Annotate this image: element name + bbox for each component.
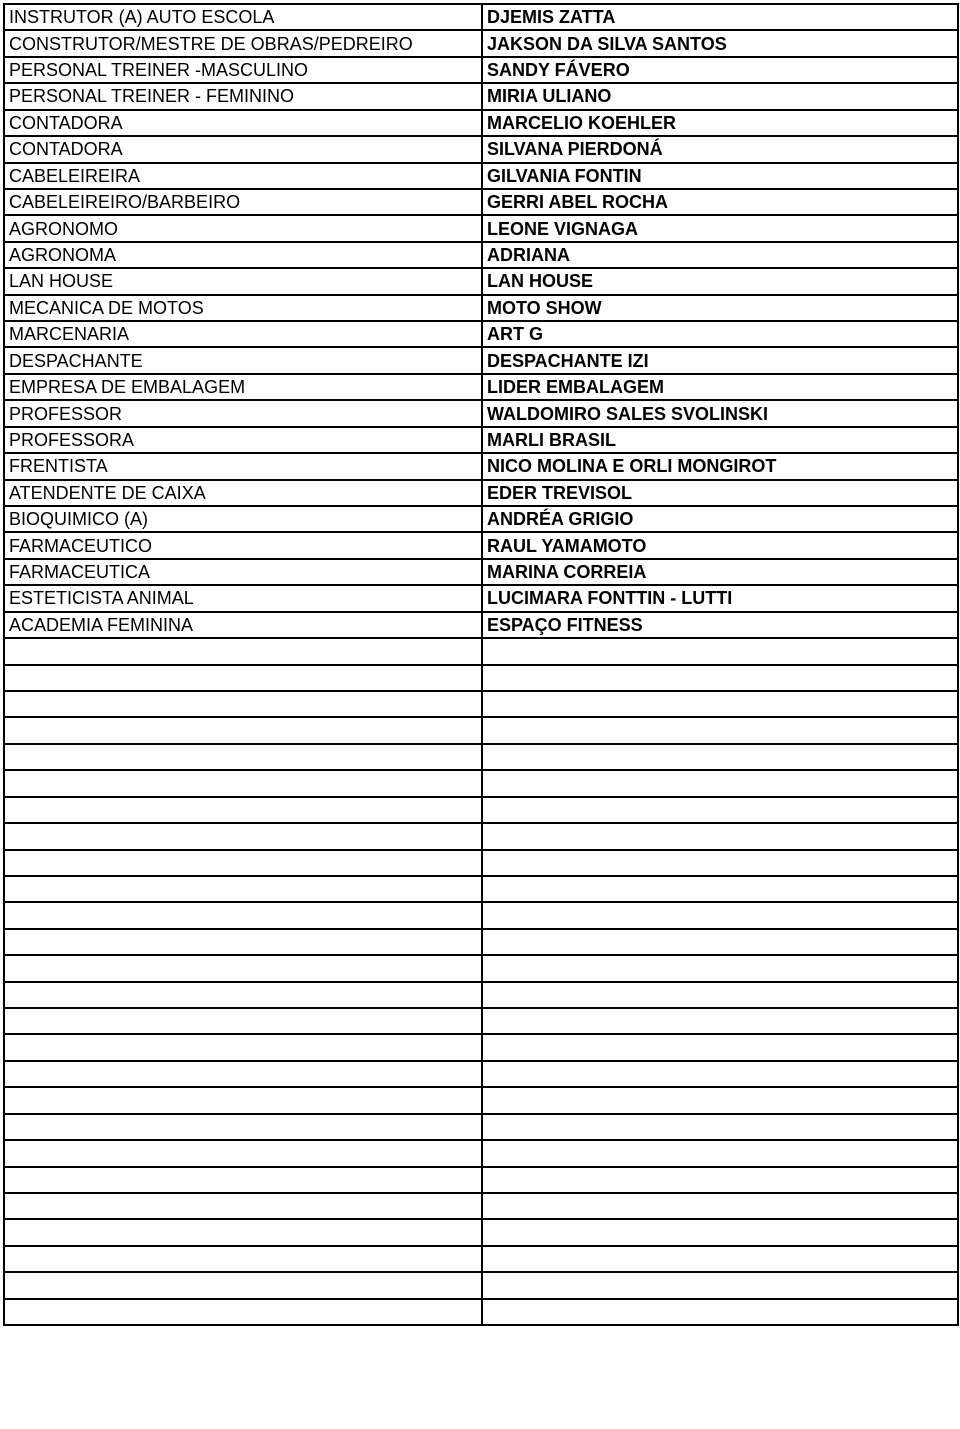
name-cell: WALDOMIRO SALES SVOLINSKI	[482, 400, 958, 426]
name-cell	[482, 1140, 958, 1166]
profession-cell: FARMACEUTICA	[4, 559, 482, 585]
name-cell: ADRIANA	[482, 242, 958, 268]
table-row	[4, 215, 958, 241]
name-cell: ESPAÇO FITNESS	[482, 612, 958, 638]
table-row	[4, 400, 958, 426]
profession-cell: MARCENARIA	[4, 321, 482, 347]
table-row	[4, 1008, 958, 1034]
name-cell: LEONE VIGNAGA	[482, 215, 958, 241]
name-cell	[482, 823, 958, 849]
table-row	[4, 638, 958, 664]
name-cell	[482, 797, 958, 823]
name-cell: SILVANA PIERDONÁ	[482, 136, 958, 162]
profession-cell: LAN HOUSE	[4, 268, 482, 294]
profession-name-table	[3, 3, 959, 1326]
table-row	[4, 4, 958, 30]
table-row	[4, 850, 958, 876]
table-row	[4, 770, 958, 796]
profession-cell: ATENDENTE DE CAIXA	[4, 480, 482, 506]
name-cell: ART G	[482, 321, 958, 347]
profession-cell	[4, 982, 482, 1008]
table-row	[4, 902, 958, 928]
table-row	[4, 665, 958, 691]
table-row	[4, 929, 958, 955]
table-row	[4, 189, 958, 215]
table-row	[4, 691, 958, 717]
profession-cell	[4, 1140, 482, 1166]
profession-cell	[4, 1246, 482, 1272]
profession-cell	[4, 1008, 482, 1034]
name-cell: GERRI ABEL ROCHA	[482, 189, 958, 215]
profession-cell	[4, 717, 482, 743]
name-cell	[482, 770, 958, 796]
table-row	[4, 1193, 958, 1219]
name-cell	[482, 638, 958, 664]
profession-cell	[4, 1219, 482, 1245]
profession-cell: PROFESSORA	[4, 427, 482, 453]
name-cell	[482, 1061, 958, 1087]
profession-cell	[4, 665, 482, 691]
name-cell	[482, 929, 958, 955]
name-cell	[482, 1246, 958, 1272]
table-row	[4, 30, 958, 56]
name-cell: GILVANIA FONTIN	[482, 163, 958, 189]
name-cell: ANDRÉA GRIGIO	[482, 506, 958, 532]
profession-cell	[4, 638, 482, 664]
table-row	[4, 1299, 958, 1325]
table-row	[4, 506, 958, 532]
profession-cell	[4, 902, 482, 928]
name-cell: LIDER EMBALAGEM	[482, 374, 958, 400]
name-cell: SANDY FÁVERO	[482, 57, 958, 83]
profession-cell: AGRONOMA	[4, 242, 482, 268]
table-row	[4, 1061, 958, 1087]
table-row	[4, 797, 958, 823]
name-cell	[482, 955, 958, 981]
table-row	[4, 83, 958, 109]
table-row	[4, 110, 958, 136]
name-cell	[482, 1193, 958, 1219]
table-row	[4, 1140, 958, 1166]
profession-cell	[4, 691, 482, 717]
table-row	[4, 717, 958, 743]
table-row	[4, 1034, 958, 1060]
profession-cell	[4, 1114, 482, 1140]
profession-cell	[4, 770, 482, 796]
name-cell: RAUL YAMAMOTO	[482, 532, 958, 558]
name-cell	[482, 876, 958, 902]
profession-cell	[4, 1299, 482, 1325]
table-row	[4, 744, 958, 770]
profession-cell	[4, 850, 482, 876]
table-row	[4, 295, 958, 321]
table-row	[4, 1087, 958, 1113]
name-cell	[482, 744, 958, 770]
name-cell	[482, 1034, 958, 1060]
name-cell	[482, 1008, 958, 1034]
table-row	[4, 427, 958, 453]
name-cell	[482, 1167, 958, 1193]
table-row	[4, 559, 958, 585]
table-row	[4, 347, 958, 373]
table-row	[4, 1246, 958, 1272]
name-cell: DESPACHANTE IZI	[482, 347, 958, 373]
name-cell: EDER TREVISOL	[482, 480, 958, 506]
profession-cell: MECANICA DE MOTOS	[4, 295, 482, 321]
profession-cell: FRENTISTA	[4, 453, 482, 479]
table-row	[4, 136, 958, 162]
profession-cell: INSTRUTOR (A) AUTO ESCOLA	[4, 4, 482, 30]
profession-cell	[4, 1034, 482, 1060]
name-cell: DJEMIS ZATTA	[482, 4, 958, 30]
name-cell	[482, 982, 958, 1008]
profession-cell: DESPACHANTE	[4, 347, 482, 373]
table-row	[4, 1272, 958, 1298]
profession-cell: EMPRESA DE EMBALAGEM	[4, 374, 482, 400]
table-row	[4, 268, 958, 294]
profession-cell: BIOQUIMICO (A)	[4, 506, 482, 532]
profession-cell: FARMACEUTICO	[4, 532, 482, 558]
name-cell: NICO MOLINA E ORLI MONGIROT	[482, 453, 958, 479]
table-row	[4, 532, 958, 558]
name-cell	[482, 717, 958, 743]
profession-cell	[4, 1167, 482, 1193]
name-cell: LAN HOUSE	[482, 268, 958, 294]
table-row	[4, 955, 958, 981]
profession-cell	[4, 1272, 482, 1298]
profession-cell: PERSONAL TREINER -MASCULINO	[4, 57, 482, 83]
table-row	[4, 453, 958, 479]
table-row	[4, 57, 958, 83]
profession-cell: CABELEIREIRO/BARBEIRO	[4, 189, 482, 215]
name-cell	[482, 1114, 958, 1140]
table-row	[4, 823, 958, 849]
table-row	[4, 163, 958, 189]
table-row	[4, 1114, 958, 1140]
profession-cell: CONTADORA	[4, 136, 482, 162]
profession-cell: CONSTRUTOR/MESTRE DE OBRAS/PEDREIRO	[4, 30, 482, 56]
profession-cell	[4, 1087, 482, 1113]
name-cell: MARINA CORREIA	[482, 559, 958, 585]
profession-cell	[4, 797, 482, 823]
table-row	[4, 1167, 958, 1193]
profession-cell	[4, 955, 482, 981]
name-cell: LUCIMARA FONTTIN - LUTTI	[482, 585, 958, 611]
profession-cell: ESTETICISTA ANIMAL	[4, 585, 482, 611]
profession-cell	[4, 876, 482, 902]
table-row	[4, 612, 958, 638]
table-row	[4, 876, 958, 902]
profession-cell: AGRONOMO	[4, 215, 482, 241]
profession-cell	[4, 823, 482, 849]
profession-cell	[4, 1061, 482, 1087]
name-cell: JAKSON DA SILVA SANTOS	[482, 30, 958, 56]
name-cell: MARCELIO KOEHLER	[482, 110, 958, 136]
name-cell	[482, 902, 958, 928]
name-cell	[482, 1299, 958, 1325]
name-cell	[482, 850, 958, 876]
profession-cell: CABELEIREIRA	[4, 163, 482, 189]
table-row	[4, 982, 958, 1008]
table-row	[4, 242, 958, 268]
profession-cell: PROFESSOR	[4, 400, 482, 426]
name-cell: MOTO SHOW	[482, 295, 958, 321]
name-cell: MARLI BRASIL	[482, 427, 958, 453]
name-cell	[482, 1087, 958, 1113]
name-cell	[482, 691, 958, 717]
table-row	[4, 480, 958, 506]
name-cell	[482, 1272, 958, 1298]
table-body	[4, 4, 958, 1325]
profession-cell: CONTADORA	[4, 110, 482, 136]
name-cell: MIRIA ULIANO	[482, 83, 958, 109]
profession-cell	[4, 744, 482, 770]
profession-cell: PERSONAL TREINER - FEMININO	[4, 83, 482, 109]
profession-cell	[4, 929, 482, 955]
table-row	[4, 585, 958, 611]
table-row	[4, 1219, 958, 1245]
profession-cell: ACADEMIA FEMININA	[4, 612, 482, 638]
name-cell	[482, 665, 958, 691]
table-row	[4, 321, 958, 347]
name-cell	[482, 1219, 958, 1245]
table-row	[4, 374, 958, 400]
profession-cell	[4, 1193, 482, 1219]
